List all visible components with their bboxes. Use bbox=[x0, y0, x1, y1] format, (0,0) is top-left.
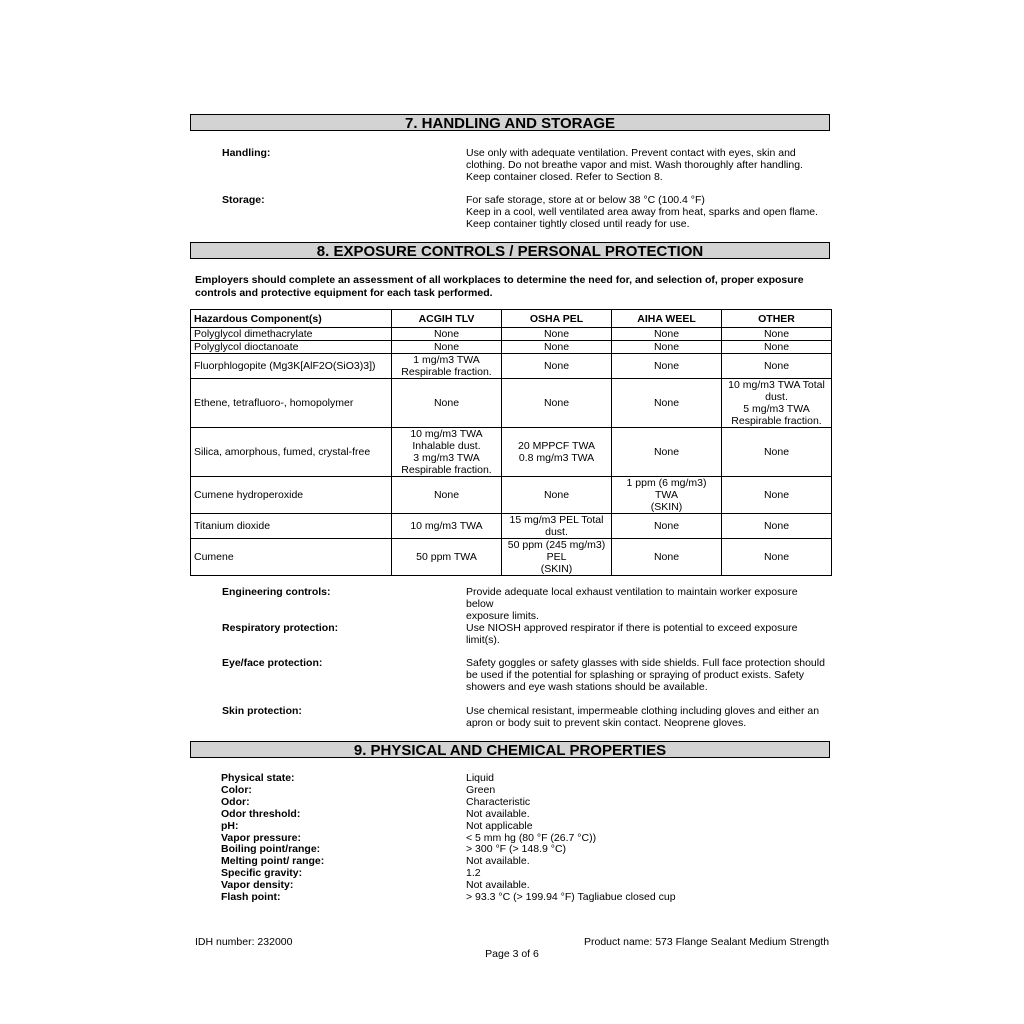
cell-osha bbox=[502, 379, 612, 428]
respiratory-label: Respiratory protection: bbox=[222, 622, 339, 634]
cell-component bbox=[191, 354, 392, 379]
cell-osha bbox=[502, 477, 612, 514]
cell-line: TWA bbox=[655, 489, 678, 501]
cell-aiha bbox=[612, 328, 722, 341]
table-row bbox=[191, 354, 832, 379]
property-label: Odor: bbox=[221, 795, 250, 808]
cell-osha bbox=[502, 341, 612, 354]
cell-line: None bbox=[433, 341, 460, 353]
cell-other bbox=[722, 428, 832, 477]
property-label: Boiling point/range: bbox=[221, 843, 321, 856]
cell-line: None bbox=[433, 489, 460, 501]
table-row bbox=[191, 341, 832, 354]
cell-other bbox=[722, 354, 832, 379]
table-row bbox=[191, 379, 832, 428]
cell-line: None bbox=[763, 360, 790, 372]
property-value: 1.2 bbox=[466, 867, 481, 880]
cell-line: Ethene, tetrafluoro-, homopolymer bbox=[194, 397, 354, 409]
cell-line: dust. bbox=[545, 526, 568, 538]
cell-line: 20 MPPCF TWA bbox=[517, 440, 595, 452]
cell-line: Silica, amorphous, fumed, crystal-free bbox=[194, 446, 371, 458]
cell-line: Cumene bbox=[194, 551, 234, 563]
table-body bbox=[191, 328, 832, 576]
property-value: > 93.3 °C (> 199.94 °F) Tagliabue closed cup bbox=[466, 891, 676, 903]
table-row bbox=[191, 514, 832, 539]
property-value: Characteristic bbox=[466, 795, 531, 808]
header-component: Hazardous Component(s) bbox=[191, 310, 392, 328]
property-value: Not available. bbox=[466, 855, 530, 868]
section-7-header: 7. HANDLING AND STORAGE bbox=[190, 114, 830, 131]
storage-line: For safe storage, store at or below 38 °C (100.4 °F) bbox=[466, 194, 705, 206]
property-label: Odor threshold: bbox=[221, 807, 301, 820]
eye-label: Eye/face protection: bbox=[222, 657, 323, 669]
handling-line: Keep container closed. Refer to Section 8. bbox=[466, 171, 663, 183]
cell-aiha bbox=[612, 379, 722, 428]
cell-line: None bbox=[763, 489, 790, 501]
cell-component bbox=[191, 514, 392, 539]
cell-line: 10 mg/m3 TWA bbox=[410, 428, 483, 440]
cell-line: None bbox=[763, 551, 790, 563]
cell-line: None bbox=[543, 360, 570, 372]
property-label: Vapor density: bbox=[221, 879, 294, 892]
storage-line: Keep container tightly closed until ready for use. bbox=[466, 218, 690, 230]
storage-text bbox=[466, 194, 826, 230]
property-label: pH: bbox=[221, 819, 239, 832]
cell-line: None bbox=[433, 397, 460, 409]
cell-line: None bbox=[653, 551, 680, 563]
cell-line: 0.8 mg/m3 TWA bbox=[518, 452, 595, 464]
cell-line: 50 ppm TWA bbox=[416, 551, 477, 563]
cell-acgih bbox=[392, 354, 502, 379]
exposure-intro bbox=[195, 274, 815, 300]
cell-line: 50 ppm (245 mg/m3) bbox=[507, 539, 606, 551]
cell-aiha bbox=[612, 539, 722, 576]
storage-label: Storage: bbox=[222, 194, 265, 206]
engineering-line: Provide adequate local exhaust ventilation to maintain worker exposure below bbox=[466, 586, 798, 610]
cell-aiha bbox=[612, 514, 722, 539]
footer-page-number: Page 3 of 6 bbox=[485, 948, 539, 960]
eye-line: Safety goggles or safety glasses with side shields. Full face protection should bbox=[466, 657, 825, 669]
cell-other bbox=[722, 539, 832, 576]
cell-line: None bbox=[653, 520, 680, 532]
property-label: Color: bbox=[221, 783, 252, 796]
skin-text bbox=[466, 705, 826, 729]
property-value: Not applicable bbox=[466, 819, 533, 832]
property-label: Specific gravity: bbox=[221, 867, 303, 880]
respiratory-text bbox=[466, 622, 826, 646]
eye-line: be used if the potential for splashing or spraying of product exists. Safety bbox=[466, 669, 804, 681]
cell-line: None bbox=[763, 446, 790, 458]
cell-line: Respirable fraction. bbox=[401, 464, 492, 476]
cell-osha bbox=[502, 539, 612, 576]
cell-line: 10 mg/m3 TWA bbox=[410, 520, 483, 532]
cell-component bbox=[191, 539, 392, 576]
cell-line: None bbox=[543, 341, 570, 353]
cell-osha bbox=[502, 328, 612, 341]
cell-acgih bbox=[392, 514, 502, 539]
cell-other bbox=[722, 341, 832, 354]
cell-acgih bbox=[392, 477, 502, 514]
cell-line: Inhalable dust. bbox=[412, 440, 481, 452]
handling-text bbox=[466, 147, 826, 183]
cell-line: None bbox=[653, 446, 680, 458]
cell-line: (SKIN) bbox=[650, 501, 683, 513]
header-osha: OSHA PEL bbox=[502, 310, 612, 328]
cell-osha bbox=[502, 354, 612, 379]
cell-component bbox=[191, 341, 392, 354]
cell-component bbox=[191, 477, 392, 514]
header-acgih: ACGIH TLV bbox=[392, 310, 502, 328]
cell-line: None bbox=[653, 328, 680, 340]
skin-label: Skin protection: bbox=[222, 705, 302, 717]
table-header-row bbox=[191, 310, 832, 328]
cell-other bbox=[722, 477, 832, 514]
cell-aiha bbox=[612, 341, 722, 354]
cell-component bbox=[191, 379, 392, 428]
cell-line: None bbox=[763, 341, 790, 353]
handling-line: Use only with adequate ventilation. Prevent contact with eyes, skin and bbox=[466, 147, 796, 159]
cell-acgih bbox=[392, 341, 502, 354]
cell-osha bbox=[502, 514, 612, 539]
engineering-label: Engineering controls: bbox=[222, 586, 331, 598]
property-label: Flash point: bbox=[221, 891, 281, 903]
cell-line: dust. bbox=[765, 391, 788, 403]
property-value: Not available. bbox=[466, 879, 530, 892]
respiratory-line: limit(s). bbox=[466, 634, 500, 646]
cell-line: PEL bbox=[546, 551, 567, 563]
property-value: Liquid bbox=[466, 772, 495, 784]
table-row bbox=[191, 428, 832, 477]
section-9-header: 9. PHYSICAL AND CHEMICAL PROPERTIES bbox=[190, 741, 830, 758]
table-row bbox=[191, 328, 832, 341]
handling-label: Handling: bbox=[222, 147, 271, 159]
cell-line: Respirable fraction. bbox=[401, 366, 492, 378]
property-value: Not available. bbox=[466, 807, 530, 820]
cell-line: None bbox=[433, 328, 460, 340]
table-row bbox=[191, 477, 832, 514]
cell-line: 5 mg/m3 TWA bbox=[743, 403, 810, 415]
cell-line: 1 mg/m3 TWA bbox=[413, 354, 480, 366]
property-label: Melting point/ range: bbox=[221, 855, 325, 868]
handling-line: clothing. Do not breathe vapor and mist. Wash thoroughly after handling. bbox=[466, 159, 803, 171]
cell-line: Titanium dioxide bbox=[194, 520, 271, 532]
cell-line: None bbox=[763, 328, 790, 340]
cell-acgih bbox=[392, 379, 502, 428]
section-8-header: 8. EXPOSURE CONTROLS / PERSONAL PROTECTION bbox=[190, 242, 830, 259]
footer-product: Product name: 573 Flange Sealant Medium Strength bbox=[584, 936, 830, 948]
cell-line: None bbox=[543, 489, 570, 501]
cell-line: Polyglycol dioctanoate bbox=[194, 341, 299, 353]
exposure-table bbox=[190, 309, 832, 576]
property-value: Green bbox=[466, 783, 496, 796]
cell-line: None bbox=[653, 397, 680, 409]
cell-acgih bbox=[392, 328, 502, 341]
cell-aiha bbox=[612, 428, 722, 477]
cell-line: (SKIN) bbox=[540, 563, 573, 575]
cell-line: Cumene hydroperoxide bbox=[194, 489, 304, 501]
cell-line: Respirable fraction. bbox=[731, 415, 822, 427]
property-value: > 300 °F (> 148.9 °C) bbox=[466, 843, 567, 856]
property-label: Physical state: bbox=[221, 772, 295, 784]
skin-line: apron or body suit to prevent skin contact. Neoprene gloves. bbox=[466, 717, 747, 729]
respiratory-line: Use NIOSH approved respirator if there is potential to exceed exposure bbox=[466, 622, 798, 634]
property-label: Vapor pressure: bbox=[221, 831, 301, 844]
cell-acgih bbox=[392, 428, 502, 477]
cell-acgih bbox=[392, 539, 502, 576]
property-value: < 5 mm hg (80 °F (26.7 °C)) bbox=[466, 831, 597, 844]
engineering-line: exposure limits. bbox=[466, 610, 539, 622]
cell-line: None bbox=[653, 341, 680, 353]
header-other: OTHER bbox=[722, 310, 832, 328]
cell-line: None bbox=[653, 360, 680, 372]
cell-line: None bbox=[543, 328, 570, 340]
cell-line: Fluorphlogopite (Mg3K[AlF2O(SiO3)3]) bbox=[194, 360, 376, 372]
cell-aiha bbox=[612, 477, 722, 514]
cell-line: 1 ppm (6 mg/m3) bbox=[626, 477, 707, 489]
cell-line: 10 mg/m3 TWA Total bbox=[728, 379, 825, 391]
header-aiha: AIHA WEEL bbox=[612, 310, 722, 328]
intro-line: Employers should complete an assessment of all workplaces to determine the need for, and selection of, proper exposure bbox=[195, 274, 804, 286]
table-row bbox=[191, 539, 832, 576]
cell-component bbox=[191, 428, 392, 477]
eye-text bbox=[466, 657, 826, 693]
cell-aiha bbox=[612, 354, 722, 379]
cell-line: Polyglycol dimethacrylate bbox=[194, 328, 313, 340]
cell-other bbox=[722, 514, 832, 539]
cell-line: None bbox=[543, 397, 570, 409]
intro-line: controls and protective equipment for each task performed. bbox=[195, 287, 493, 299]
cell-other bbox=[722, 379, 832, 428]
cell-component bbox=[191, 328, 392, 341]
eye-line: showers and eye wash stations should be available. bbox=[466, 681, 708, 693]
cell-line: 3 mg/m3 TWA bbox=[413, 452, 480, 464]
cell-osha bbox=[502, 428, 612, 477]
cell-line: 15 mg/m3 PEL Total bbox=[509, 514, 604, 526]
footer-idh: IDH number: 232000 bbox=[195, 936, 293, 948]
skin-line: Use chemical resistant, impermeable clothing including gloves and either an bbox=[466, 705, 820, 717]
storage-line: Keep in a cool, well ventilated area away from heat, sparks and open flame. bbox=[466, 206, 818, 218]
cell-other bbox=[722, 328, 832, 341]
cell-line: None bbox=[763, 520, 790, 532]
engineering-text bbox=[466, 586, 826, 622]
